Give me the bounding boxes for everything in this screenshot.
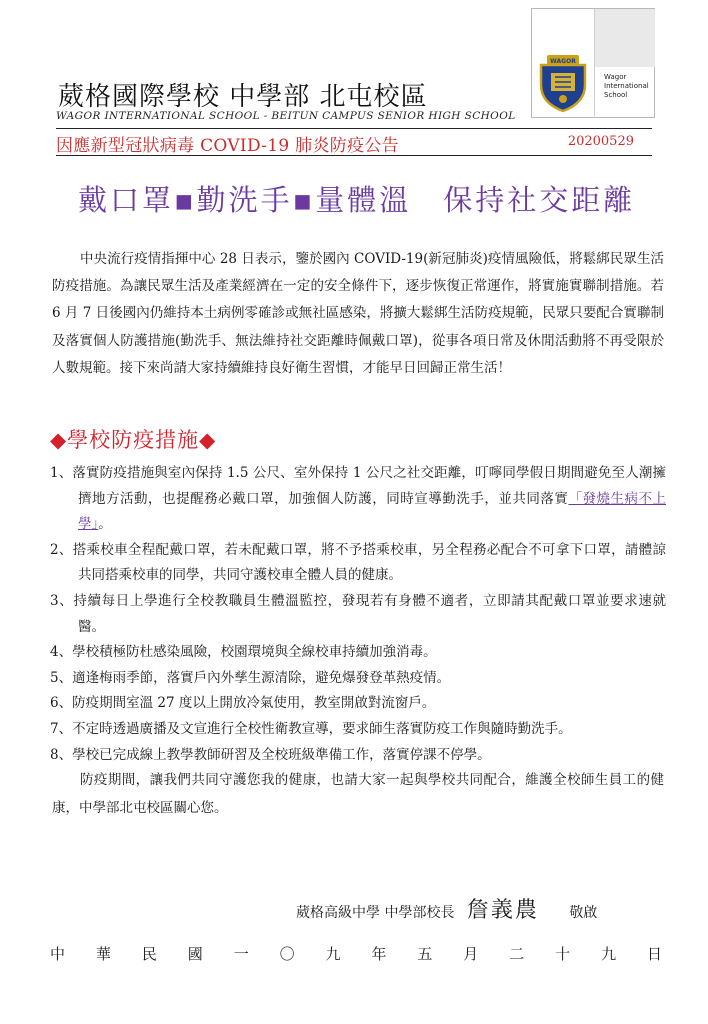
date-char: 日	[646, 945, 662, 963]
rule-text: 4、學校積極防杜感染風險，校園環境與全線校車持續加強消毒。	[50, 644, 437, 661]
logo-caption-line: International	[604, 82, 649, 90]
signature-line	[296, 893, 597, 924]
school-name-en: WAGOR INTERNATIONAL SCHOOL - BEITUN CAMPUS SENIOR HIGH SCHOOL	[56, 110, 516, 122]
list-item	[50, 461, 666, 538]
rule-text-end: 。	[98, 516, 112, 533]
list-item	[50, 538, 666, 589]
logo-caption-line: School	[604, 91, 628, 99]
date-char: 九	[601, 945, 617, 963]
rule-text: 8、學校已完成線上教學教師研習及全校班級準備工作，落實停課不停學。	[50, 746, 491, 763]
rule-text: 5、適逢梅雨季節，落實戶內外孳生源清除，避免爆發登革熱疫情。	[50, 669, 451, 686]
logo-gray-strip	[595, 9, 655, 67]
date-char: 九	[325, 945, 341, 963]
signature-name: 詹義農	[466, 898, 539, 923]
logo-caption-line: Wagor	[604, 73, 627, 81]
date-char: 〇	[279, 945, 295, 963]
rule-text: 2、搭乘校車全程配戴口罩，若未配戴口罩，將不予搭乘校車，另全程務必配合不可拿下口罩，請體諒共同搭乘校車的同學，共同守護校車全體人員的健康。	[50, 541, 666, 584]
date-char: 二	[509, 945, 525, 963]
date-char: 國	[187, 945, 203, 963]
school-crest-icon	[537, 51, 589, 113]
notice-title: 因應新型冠狀病毒 COVID-19 肺炎防疫公告	[56, 136, 399, 156]
date-char: 十	[555, 945, 571, 963]
date-char: 月	[463, 945, 479, 963]
date-char: 五	[417, 945, 433, 963]
slogan-headline: 戴口罩▪勤洗手▪量體溫 保持社交距離	[78, 183, 636, 217]
date-char: 中	[50, 945, 66, 963]
date-char: 華	[95, 945, 111, 963]
list-item	[50, 640, 666, 666]
no-school-when-sick-link[interactable]: 「發燒生病不上學」	[78, 490, 667, 533]
list-item	[50, 743, 666, 769]
logo-caption	[604, 73, 654, 100]
rule-text: 1、落實防疫措施與室內保持 1.5 公尺、室外保持 1 公尺之社交距離，叮嚀同學假日期間避免至人潮擁擠地方活動，也提醒務必戴口罩，加強個人防護，同時宣導勤洗手，並共同落實	[50, 465, 666, 507]
signature-suffix: 敬啟	[569, 905, 598, 921]
date-char: 一	[233, 945, 249, 963]
signature-org: 葳格高級中學 中學部校長	[296, 905, 455, 921]
list-item	[50, 717, 666, 743]
section-title: ◆學校防疫措施◆	[50, 428, 217, 452]
logo-panel	[532, 9, 595, 118]
notice-bar	[56, 128, 652, 156]
rule-text: 3、持續每日上學進行全校教職員生體溫監控，發現若有身體不適者，立即請其配戴口罩並要求速就醫。	[50, 592, 666, 635]
intro-paragraph: 中央流行疫情指揮中心 28 日表示，鑒於國內 COVID-19(新冠肺炎)疫情風險低，將鬆綁民眾生活防疫措施。為讓民眾生活及產業經濟在一定的安全條件下，逐步恢復正常運作，將實施實聯制措施。若 6 月 7 日後國內仍維持本土病例零確診或無社區感染，將擴大鬆綁生活防疫規範，民眾只要配合實聯制及落實個人防護措施(勤洗手、無法維持社交距離時佩戴口罩)，從事各項日常及休閒活動將不再受限於人數規範。接下來尚請大家持續維持良好衛生習慣，才能早日回歸正常生活！	[52, 251, 664, 376]
date-char: 年	[371, 945, 387, 963]
logo-badge-text: WAGOR	[550, 58, 576, 65]
list-item	[50, 691, 666, 717]
rule-text: 7、不定時透過廣播及文宣進行全校性衛教宣導，要求師生落實防疫工作與隨時勤洗手。	[50, 720, 572, 737]
measures-list	[50, 461, 666, 768]
list-item	[50, 666, 666, 692]
school-name-cn: 葳格國際學校 中學部 北屯校區	[58, 82, 428, 112]
school-logo-box	[531, 8, 655, 118]
roc-date	[50, 943, 662, 964]
closing-paragraph: 防疫期間，讓我們共同守護您我的健康，也請大家一起與學校共同配合，維護全校師生員工的健康，中學部北屯校區關心您。	[52, 772, 664, 816]
date-char: 民	[141, 945, 157, 963]
notice-date: 20200529	[567, 134, 634, 149]
rule-text: 6、防疫期間室溫 27 度以上開放冷氣使用，教室開啟對流窗戶。	[50, 695, 436, 712]
list-item	[50, 589, 666, 640]
